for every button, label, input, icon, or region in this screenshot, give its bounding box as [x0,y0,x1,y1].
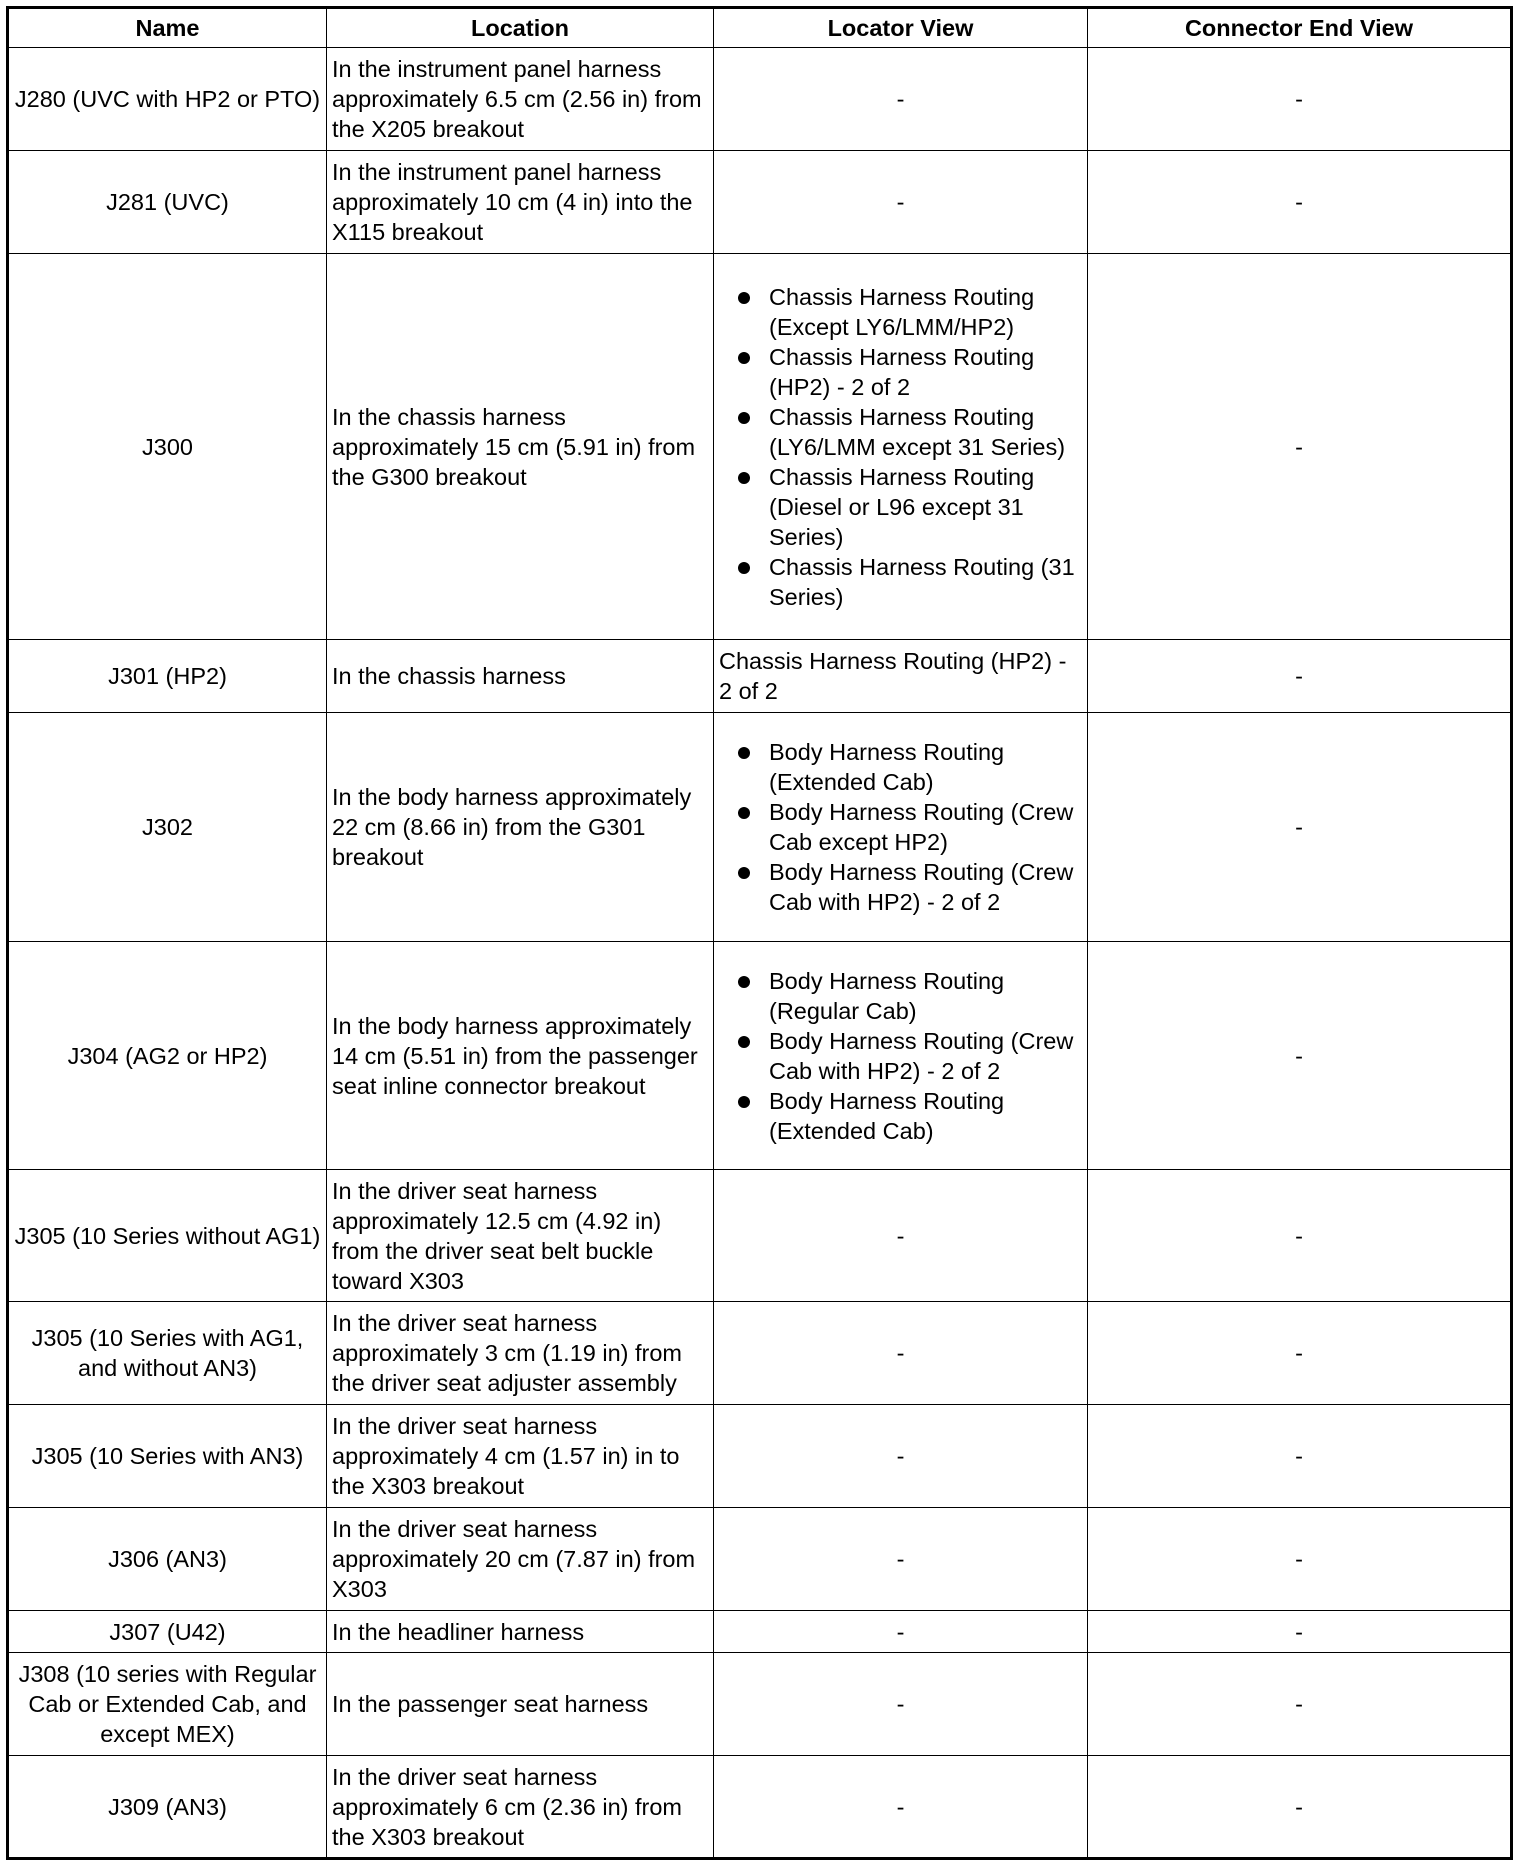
table-row [8,1756,1512,1859]
bullet-icon [738,747,750,759]
locator-view-link[interactable]: Chassis Harness Routing (Diesel or L96 except 31 Series) [719,462,1082,552]
row-location: In the headliner harness [327,1611,714,1653]
bullet-icon [738,412,750,424]
row-name: J309 (AN3) [8,1756,327,1859]
table-row [8,640,1512,713]
row-locator-view: - [714,1653,1088,1756]
row-connector-end-view: - [1088,1405,1512,1508]
row-name: J304 (AG2 or HP2) [8,942,327,1170]
locator-view-link[interactable]: Body Harness Routing (Crew Cab with HP2) - 2 of 2 [719,857,1082,917]
table-row [8,1653,1512,1756]
row-locator-view: - [714,1611,1088,1653]
row-location: In the instrument panel harness approximately 10 cm (4 in) into the X115 breakout [327,151,714,254]
row-name: J301 (HP2) [8,640,327,713]
bullet-icon [738,1096,750,1108]
bullet-icon [738,807,750,819]
row-connector-end-view: - [1088,942,1512,1170]
bullet-icon [738,292,750,304]
row-name: J281 (UVC) [8,151,327,254]
row-locator-view: - [714,151,1088,254]
locator-view-link[interactable]: Body Harness Routing (Extended Cab) [719,1086,1082,1146]
row-locator-view: - [714,1508,1088,1611]
row-locator-view: - [714,1756,1088,1859]
bullet-icon [738,1036,750,1048]
row-connector-end-view: - [1088,640,1512,713]
locator-view-link[interactable]: Body Harness Routing (Crew Cab with HP2) - 2 of 2 [719,1026,1082,1086]
row-connector-end-view: - [1088,48,1512,151]
header-row [8,8,1512,48]
row-location: In the body harness approximately 14 cm (5.51 in) from the passenger seat inline connector breakout [327,942,714,1170]
table-row [8,254,1512,640]
bullet-icon [738,562,750,574]
row-name: J302 [8,713,327,942]
row-connector-end-view: - [1088,1302,1512,1405]
row-name: J305 (10 Series with AG1, and without AN3) [8,1302,327,1405]
locator-view-list [719,966,1082,1146]
row-connector-end-view: - [1088,1653,1512,1756]
locator-view-link[interactable]: Body Harness Routing (Extended Cab) [719,737,1082,797]
bullet-icon [738,867,750,879]
row-locator-view: - [714,1302,1088,1405]
locator-view-link[interactable]: Body Harness Routing (Regular Cab) [719,966,1082,1026]
table-row [8,151,1512,254]
row-name: J305 (10 Series without AG1) [8,1170,327,1302]
row-locator-view: - [714,1405,1088,1508]
column-header-locator-view: Locator View [714,8,1088,48]
row-location: In the driver seat harness approximately 3 cm (1.19 in) from the driver seat adjuster assembly [327,1302,714,1405]
locator-view-link[interactable]: Chassis Harness Routing (LY6/LMM except 31 Series) [719,402,1082,462]
row-location: In the chassis harness [327,640,714,713]
row-locator-view [714,254,1088,640]
row-connector-end-view: - [1088,1508,1512,1611]
table-row [8,1405,1512,1508]
table-row [8,713,1512,942]
row-locator-view: - [714,48,1088,151]
table-row [8,1508,1512,1611]
row-locator-view: - [714,1170,1088,1302]
row-location: In the passenger seat harness [327,1653,714,1756]
locator-view-link[interactable]: Chassis Harness Routing (Except LY6/LMM/HP2) [719,282,1082,342]
table-row [8,1302,1512,1405]
locator-view-list [719,282,1082,612]
bullet-icon [738,976,750,988]
locator-view-list [719,737,1082,917]
row-connector-end-view: - [1088,1170,1512,1302]
locator-view-link[interactable]: Body Harness Routing (Crew Cab except HP2) [719,797,1082,857]
locator-view-link[interactable]: Chassis Harness Routing (HP2) - 2 of 2 [719,342,1082,402]
table-row [8,48,1512,151]
row-locator-view [714,713,1088,942]
row-location: In the driver seat harness approximately 4 cm (1.57 in) in to the X303 breakout [327,1405,714,1508]
row-location: In the driver seat harness approximately 12.5 cm (4.92 in) from the driver seat belt buckle toward X303 [327,1170,714,1302]
row-location: In the driver seat harness approximately 20 cm (7.87 in) from X303 [327,1508,714,1611]
row-name: J300 [8,254,327,640]
locator-view-link[interactable]: Chassis Harness Routing (31 Series) [719,552,1082,612]
bullet-icon [738,352,750,364]
row-name: J306 (AN3) [8,1508,327,1611]
table-row [8,1611,1512,1653]
column-header-connector-end-view: Connector End View [1088,8,1512,48]
row-locator-view [714,942,1088,1170]
row-connector-end-view: - [1088,151,1512,254]
row-name: J307 (U42) [8,1611,327,1653]
row-connector-end-view: - [1088,713,1512,942]
row-location: In the body harness approximately 22 cm (8.66 in) from the G301 breakout [327,713,714,942]
row-name: J280 (UVC with HP2 or PTO) [8,48,327,151]
row-connector-end-view: - [1088,1756,1512,1859]
splice-pack-table [6,6,1513,1860]
row-name: J308 (10 series with Regular Cab or Extended Cab, and except MEX) [8,1653,327,1756]
row-connector-end-view: - [1088,1611,1512,1653]
row-name: J305 (10 Series with AN3) [8,1405,327,1508]
table-row [8,942,1512,1170]
row-connector-end-view: - [1088,254,1512,640]
column-header-location: Location [327,8,714,48]
row-location: In the driver seat harness approximately 6 cm (2.36 in) from the X303 breakout [327,1756,714,1859]
row-location: In the instrument panel harness approximately 6.5 cm (2.56 in) from the X205 breakout [327,48,714,151]
locator-view-link[interactable]: Chassis Harness Routing (HP2) - 2 of 2 [714,640,1088,713]
row-location: In the chassis harness approximately 15 cm (5.91 in) from the G300 breakout [327,254,714,640]
column-header-name: Name [8,8,327,48]
bullet-icon [738,472,750,484]
table-row [8,1170,1512,1302]
